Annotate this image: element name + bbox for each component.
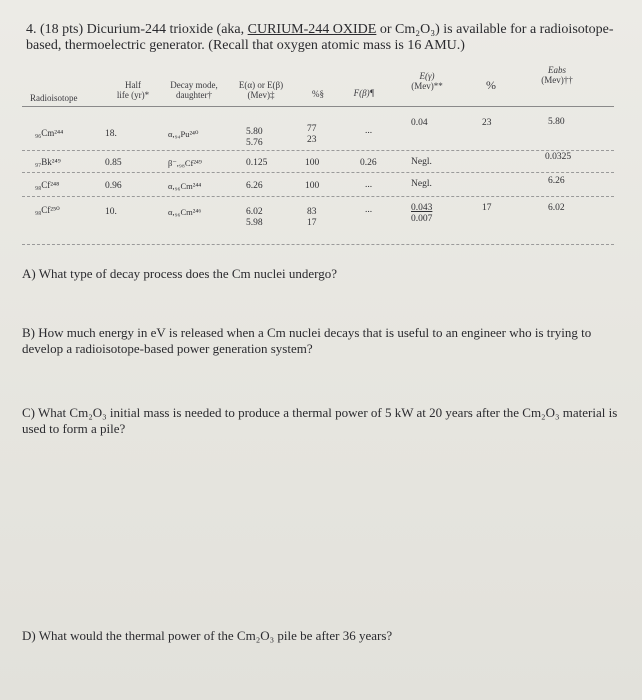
header-decay-1: Decay mode, <box>170 80 218 90</box>
row-pct-1: 100 <box>305 181 320 191</box>
header-half-life-1: Half <box>125 80 141 90</box>
row-half-life: 18. <box>105 129 117 139</box>
table-header-rule <box>22 106 614 107</box>
row-divider <box>22 196 614 197</box>
row-e-abs: 5.80 <box>548 117 565 127</box>
problem-underlined-name: CURIUM-244 OXIDE <box>247 22 377 37</box>
row-isotope: ₉₈Cf²⁵⁰ <box>35 205 60 215</box>
row-isotope: ₉₈Cf²⁴⁸ <box>35 180 60 190</box>
header-energy-2: (Mev)‡ <box>247 90 275 100</box>
row-pct-gamma: 17 <box>482 203 492 213</box>
header-decay-2: daughter† <box>176 90 212 100</box>
row-energy-1: 6.26 <box>246 181 263 191</box>
question-a: A) What type of decay process does the Cm nuclei undergo? <box>22 266 338 281</box>
header-pct-alpha: %§ <box>312 89 324 99</box>
row-e-abs: 6.02 <box>548 203 565 213</box>
row-e-gamma-2: 0.007 <box>411 214 433 224</box>
row-divider <box>22 150 614 151</box>
row-pct-gamma: 23 <box>482 118 492 128</box>
row-f-beta: ... <box>365 205 373 215</box>
header-gamma-1: E(γ) <box>419 71 435 81</box>
row-energy-1: 5.80 <box>246 127 263 137</box>
row-half-life: 10. <box>105 207 117 217</box>
header-energy-1: E(α) or E(β) <box>238 80 284 90</box>
problem-number: 4. <box>26 22 37 37</box>
header-eabs-2: (Mev)†† <box>541 75 573 85</box>
row-decay: α,₉₆Cm²⁴⁴ <box>168 181 202 191</box>
row-e-abs: 6.26 <box>548 176 565 186</box>
row-e-gamma-1: Negl. <box>411 179 432 189</box>
question-d: D) What would the thermal power of the Cm₂O₃ pile be after 36 years? <box>22 628 393 643</box>
row-e-gamma-1: Negl. <box>411 157 432 167</box>
row-isotope: ₉₇Bk²⁴⁹ <box>35 157 61 167</box>
question-b: B) How much energy in eV is released when a Cm nuclei decays that is useful to an engineer who is trying to develop a radioisotope-based power generation system? <box>22 325 592 356</box>
row-decay: α,₉₄Pu²⁴⁰ <box>168 129 199 139</box>
header-half-life-2: life (yr)* <box>116 90 150 100</box>
header-eabs-1: Eabs <box>548 65 566 75</box>
row-e-abs: 0.0325 <box>545 152 572 162</box>
row-energy-2: 5.76 <box>246 138 263 148</box>
row-pct-1: 100 <box>305 158 320 168</box>
row-pct-2: 23 <box>307 135 317 145</box>
row-half-life: 0.85 <box>105 158 122 168</box>
row-f-beta: ... <box>365 126 373 136</box>
row-pct-1: 83 <box>307 207 317 217</box>
row-e-gamma-1: 0.043 <box>411 203 433 213</box>
question-c: C) What Cm₂O₃ initial mass is needed to produce a thermal power of 5 kW at 20 years after the Cm₂O₃ material is used to form a pile? <box>22 405 618 436</box>
row-pct-2: 17 <box>307 218 317 228</box>
row-f-beta: ... <box>365 180 373 190</box>
row-e-gamma-1: 0.04 <box>411 118 428 128</box>
row-half-life: 0.96 <box>105 181 122 191</box>
header-radioisotope: Radioisotope <box>30 93 78 103</box>
row-decay: α,₉₆Cm²⁴⁶ <box>168 207 202 217</box>
row-pct-1: 77 <box>307 124 317 134</box>
problem-text-before: Dicurium-244 trioxide (aka, <box>83 22 248 37</box>
header-gamma-2: (Mev)** <box>411 81 443 91</box>
header-pct-gamma: % <box>486 78 496 92</box>
row-energy-2: 5.98 <box>246 218 263 228</box>
row-isotope: ₉₆Cm²⁴⁴ <box>35 128 64 138</box>
row-energy-1: 0.125 <box>246 158 268 168</box>
header-f-beta: F(β)¶ <box>353 88 375 98</box>
row-divider <box>22 172 614 173</box>
problem-points: (18 pts) <box>40 22 84 37</box>
row-energy-1: 6.02 <box>246 207 263 217</box>
problem-text-after: or Cm₂O₃) is available for a radioisotope-based, thermoelectric generator. (Recall that oxygen atomic mass is 16 AMU.) <box>26 22 614 53</box>
problem-statement <box>26 22 626 54</box>
row-decay: β⁻,₉₈Cf²⁴⁹ <box>168 158 202 168</box>
table-bottom-rule <box>22 244 614 245</box>
row-f-beta: 0.26 <box>360 158 377 168</box>
